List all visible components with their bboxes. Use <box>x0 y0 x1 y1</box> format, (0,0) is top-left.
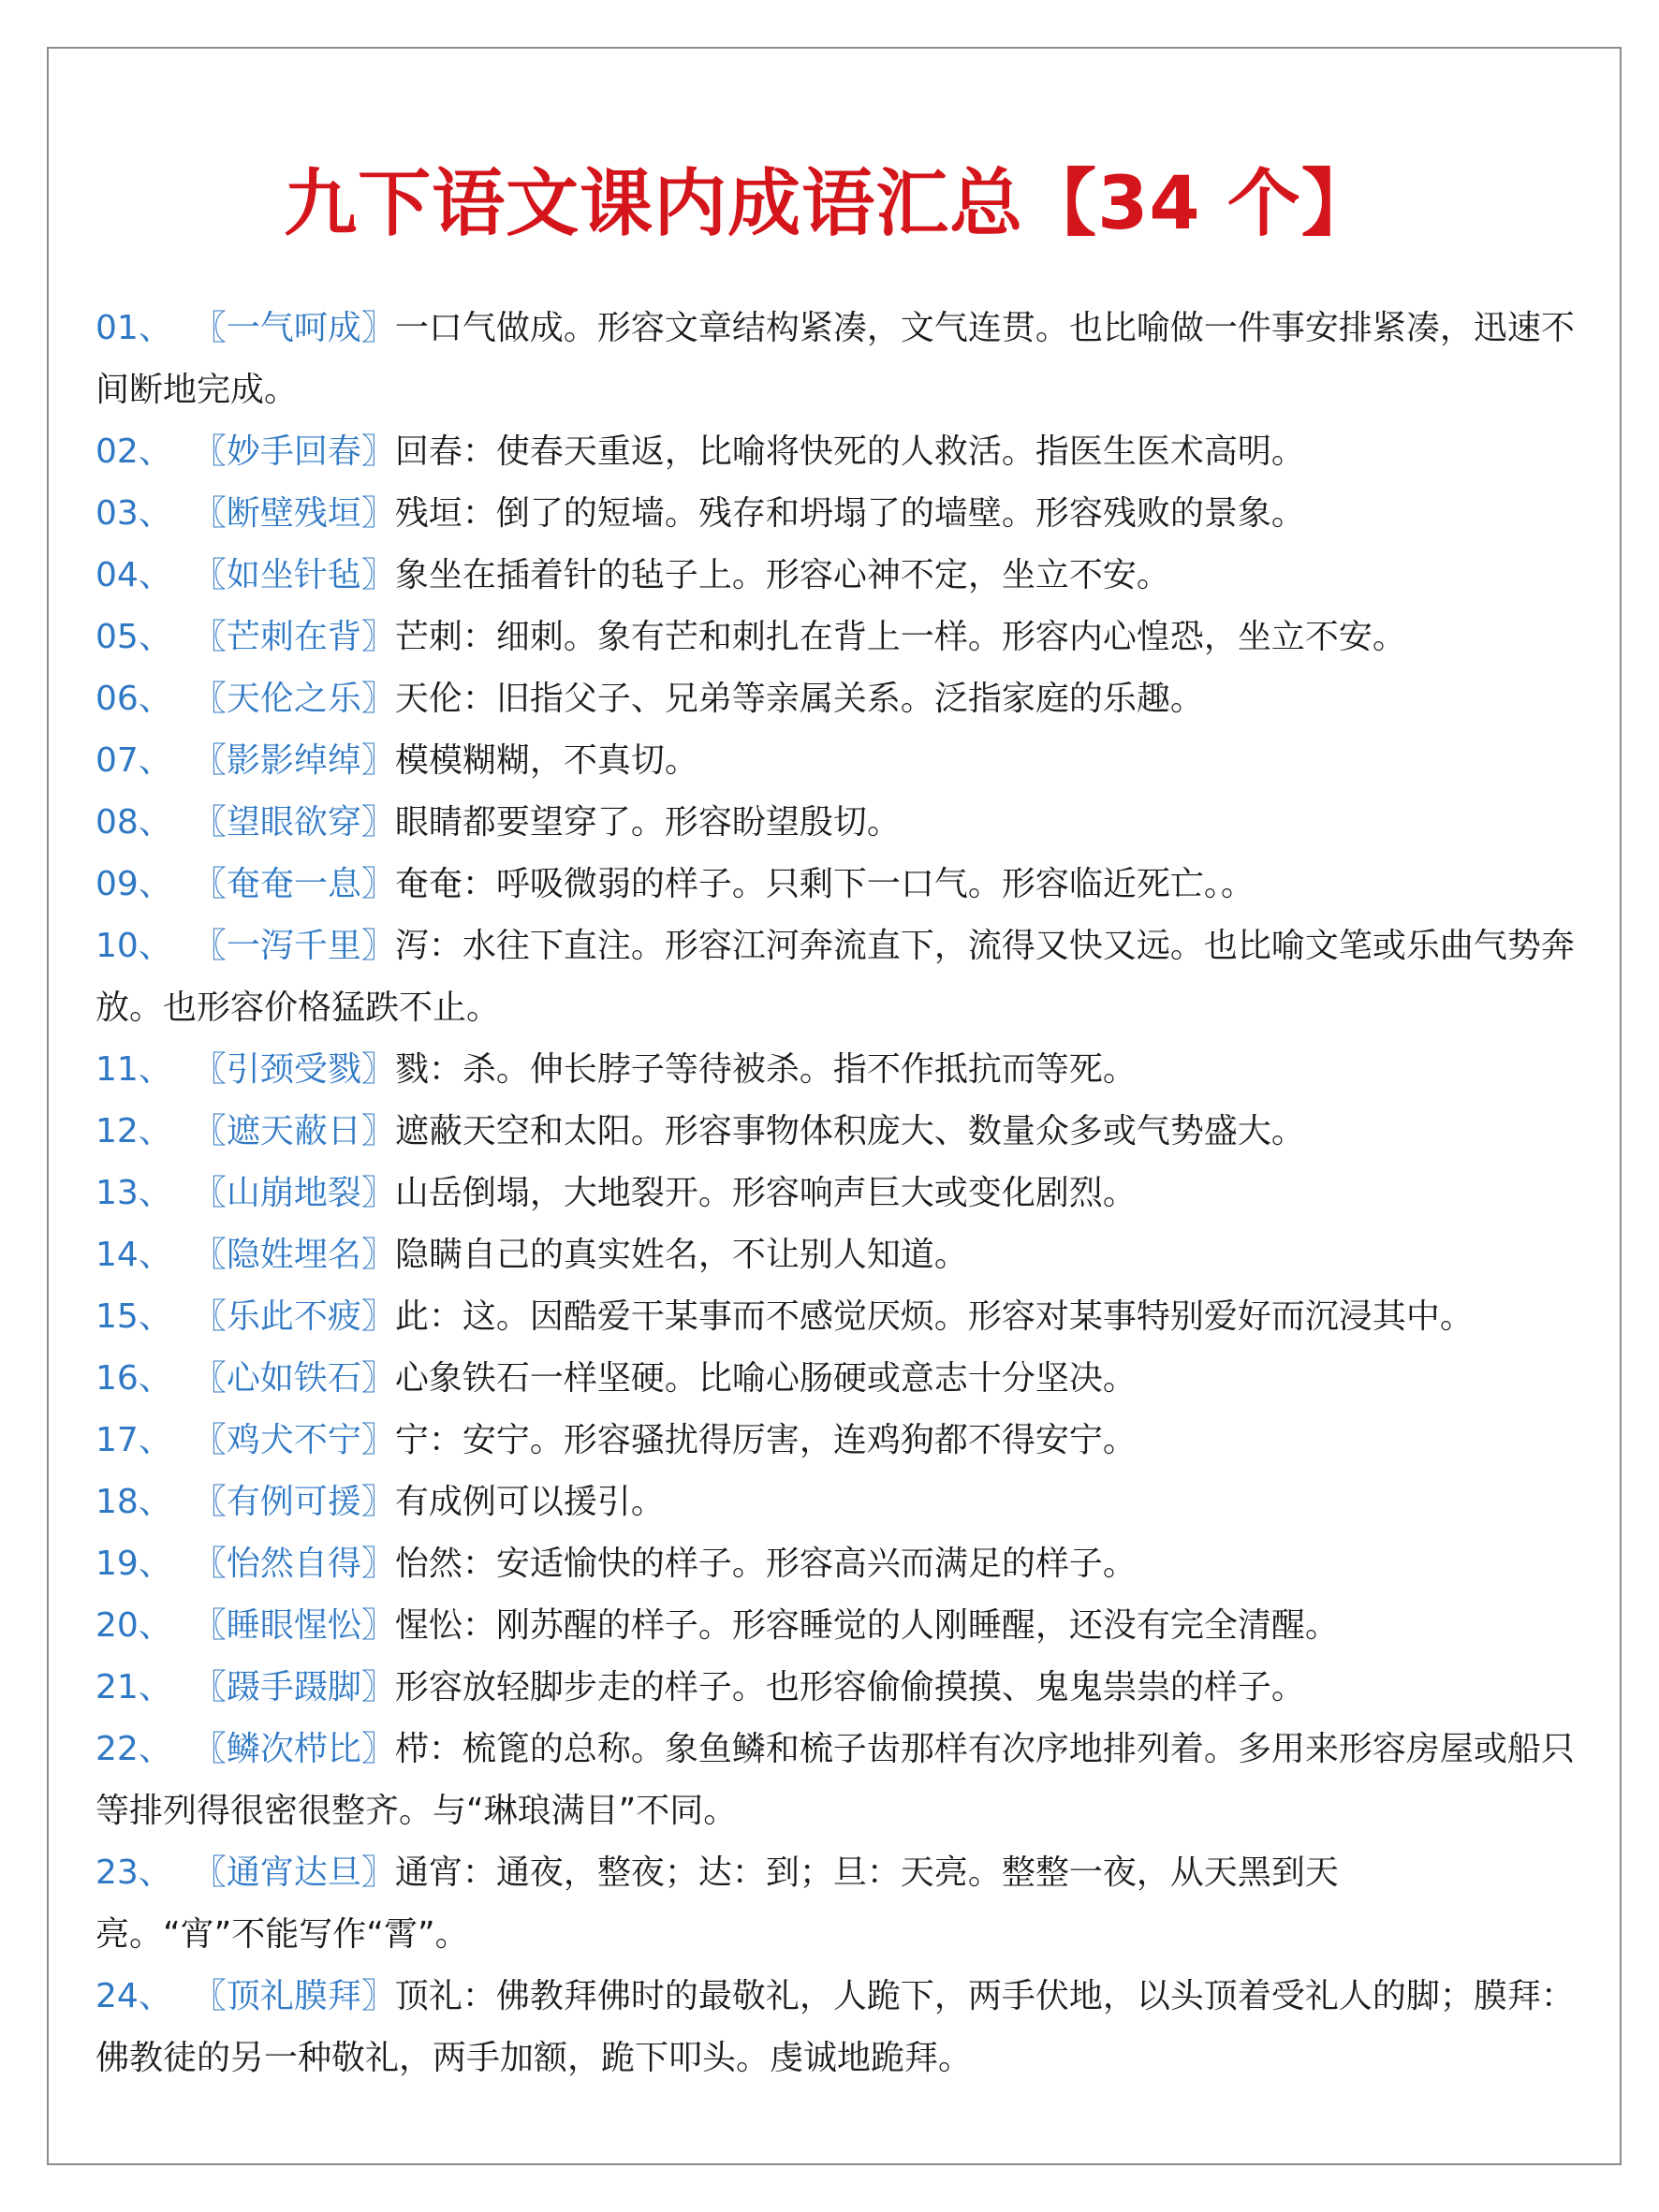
idiom-definition: 天伦：旧指父子、兄弟等亲属关系。泛指家庭的乐趣。 <box>394 680 1204 718</box>
entry-number: 14 <box>95 1236 139 1274</box>
idiom-definition: 有成例可以援引。 <box>394 1483 665 1521</box>
idiom-term: 〖一泻千里〗 <box>192 927 395 965</box>
idiom-entry <box>95 607 1575 668</box>
idiom-definition: 栉：梳篦的总称。象鱼鳞和梳子齿那样有次序地排列着。多用来形容房屋或船只等排列得很密很整齐。与“琳琅满目”不同。 <box>95 1730 1575 1830</box>
idiom-entry <box>95 1286 1575 1348</box>
idiom-term: 〖奄奄一息〗 <box>192 865 395 903</box>
idiom-definition: 心象铁石一样坚硬。比喻心肠硬或意志十分坚决。 <box>394 1359 1137 1398</box>
idiom-definition: 怡然：安适愉快的样子。形容高兴而满足的样子。 <box>394 1545 1137 1583</box>
idiom-definition: 泻：水往下直注。形容江河奔流直下，流得又快又远。也比喻文笔或乐曲气势奔放。也形容价格猛跌不止。 <box>95 927 1575 1027</box>
idiom-entry <box>95 1595 1575 1657</box>
idiom-entry <box>95 916 1575 1039</box>
idiom-term: 〖芒刺在背〗 <box>192 618 395 656</box>
entry-separator: 、 <box>138 680 172 718</box>
entry-separator: 、 <box>138 556 172 594</box>
entry-number: 08 <box>95 803 139 842</box>
idiom-definition: 戮：杀。伸长脖子等待被杀。指不作抵抗而等死。 <box>394 1050 1137 1089</box>
idiom-term: 〖通宵达旦〗 <box>192 1853 395 1892</box>
idiom-entry <box>95 1472 1575 1533</box>
entry-number: 07 <box>95 741 139 780</box>
idiom-entry <box>95 298 1575 421</box>
page-title: 九下语文课内成语汇总【34 个】 <box>284 162 1375 246</box>
idiom-definition: 残垣：倒了的短墙。残存和坍塌了的墙壁。形容残败的景象。 <box>394 494 1305 533</box>
idiom-definition: 遮蔽天空和太阳。形容事物体积庞大、数量众多或气势盛大。 <box>394 1112 1305 1150</box>
idiom-entry <box>95 730 1575 792</box>
idiom-entry <box>95 483 1575 545</box>
entry-separator: 、 <box>138 1545 172 1583</box>
entry-separator: 、 <box>138 1421 172 1459</box>
idiom-term: 〖顶礼膜拜〗 <box>192 1977 395 2015</box>
idiom-definition: 此：这。因酷爱干某事而不感觉厌烦。形容对某事特别爱好而沉浸其中。 <box>394 1297 1474 1336</box>
idiom-definition: 通宵：通夜，整夜；达：到；旦：天亮。整整一夜，从天黑到天亮。“宵”不能写作“霄”。 <box>95 1853 1339 1954</box>
idiom-term: 〖鸡犬不宁〗 <box>192 1421 395 1459</box>
entry-separator: 、 <box>138 1050 172 1089</box>
entry-separator: 、 <box>138 1853 172 1892</box>
entry-separator: 、 <box>138 618 172 656</box>
entry-number: 12 <box>95 1112 139 1150</box>
idiom-entry <box>95 1410 1575 1472</box>
idiom-entry <box>95 1163 1575 1224</box>
idiom-definition: 奄奄：呼吸微弱的样子。只剩下一口气。形容临近死亡。。 <box>394 865 1255 903</box>
entry-number: 23 <box>95 1853 139 1892</box>
idiom-term: 〖山崩地裂〗 <box>192 1174 395 1212</box>
idiom-term: 〖如坐针毡〗 <box>192 556 395 594</box>
idiom-entry <box>95 1966 1575 2089</box>
entry-number: 19 <box>95 1545 139 1583</box>
entry-number: 21 <box>95 1668 139 1707</box>
idiom-entry <box>95 1101 1575 1163</box>
entry-separator: 、 <box>138 1977 172 2015</box>
entry-number: 02 <box>95 432 139 471</box>
idiom-entry <box>95 1348 1575 1410</box>
idiom-term: 〖蹑手蹑脚〗 <box>192 1668 395 1707</box>
idiom-entry <box>95 1842 1406 1966</box>
idiom-term: 〖妙手回春〗 <box>192 432 395 471</box>
entry-number: 11 <box>95 1050 139 1089</box>
idiom-list <box>95 298 1575 2089</box>
entry-number: 05 <box>95 618 139 656</box>
entry-number: 17 <box>95 1421 139 1459</box>
idiom-definition: 模模糊糊，不真切。 <box>394 741 698 780</box>
idiom-term: 〖遮天蔽日〗 <box>192 1112 395 1150</box>
idiom-definition: 形容放轻脚步走的样子。也形容偷偷摸摸、鬼鬼祟祟的样子。 <box>394 1668 1305 1707</box>
entry-separator: 、 <box>138 1730 172 1768</box>
entry-separator: 、 <box>138 494 172 533</box>
idiom-definition: 隐瞒自己的真实姓名，不让别人知道。 <box>394 1236 968 1274</box>
idiom-definition: 宁：安宁。形容骚扰得厉害，连鸡狗都不得安宁。 <box>394 1421 1137 1459</box>
idiom-entry <box>95 1533 1575 1595</box>
idiom-term: 〖天伦之乐〗 <box>192 680 395 718</box>
entry-separator: 、 <box>138 1174 172 1212</box>
entry-separator: 、 <box>138 803 172 842</box>
entry-number: 22 <box>95 1730 139 1768</box>
entry-number: 13 <box>95 1174 139 1212</box>
idiom-term: 〖影影绰绰〗 <box>192 741 395 780</box>
idiom-definition: 眼睛都要望穿了。形容盼望殷切。 <box>394 803 901 842</box>
idiom-entry <box>95 854 1575 916</box>
entry-separator: 、 <box>138 1668 172 1707</box>
entry-number: 10 <box>95 927 139 965</box>
entry-number: 09 <box>95 865 139 903</box>
entry-number: 18 <box>95 1483 139 1521</box>
idiom-term: 〖鳞次栉比〗 <box>192 1730 395 1768</box>
idiom-term: 〖望眼欲穿〗 <box>192 803 395 842</box>
entry-number: 01 <box>95 309 139 347</box>
entry-separator: 、 <box>138 1297 172 1336</box>
idiom-definition: 顶礼：佛教拜佛时的最敬礼，人跪下，两手伏地，以头顶着受礼人的脚；膜拜：佛教徒的另一种敬礼，两手加额，跪下叩头。虔诚地跪拜。 <box>95 1977 1575 2077</box>
entry-separator: 、 <box>138 1112 172 1150</box>
idiom-definition: 山岳倒塌，大地裂开。形容响声巨大或变化剧烈。 <box>394 1174 1137 1212</box>
idiom-term: 〖睡眼惺忪〗 <box>192 1606 395 1645</box>
entry-number: 04 <box>95 556 139 594</box>
idiom-definition: 一口气做成。形容文章结构紧凑，文气连贯。也比喻做一件事安排紧凑，迅速不间断地完成。 <box>95 309 1575 409</box>
idiom-term: 〖怡然自得〗 <box>192 1545 395 1583</box>
idiom-definition: 回春：使春天重返，比喻将快死的人救活。指医生医术高明。 <box>394 432 1305 471</box>
idiom-entry <box>95 1224 1575 1286</box>
entry-separator: 、 <box>138 432 172 471</box>
entry-number: 20 <box>95 1606 139 1645</box>
idiom-entry <box>95 668 1575 730</box>
entry-number: 16 <box>95 1359 139 1398</box>
idiom-definition: 惺忪：刚苏醒的样子。形容睡觉的人刚睡醒，还没有完全清醒。 <box>394 1606 1339 1645</box>
idiom-definition: 象坐在插着针的毡子上。形容心神不定，坐立不安。 <box>394 556 1170 594</box>
entry-separator: 、 <box>138 1236 172 1274</box>
idiom-entry <box>95 545 1575 607</box>
idiom-entry <box>95 421 1575 483</box>
idiom-term: 〖断壁残垣〗 <box>192 494 395 533</box>
entry-number: 24 <box>95 1977 139 2015</box>
entry-separator: 、 <box>138 1606 172 1645</box>
entry-number: 03 <box>95 494 139 533</box>
entry-separator: 、 <box>138 1359 172 1398</box>
idiom-term: 〖有例可援〗 <box>192 1483 395 1521</box>
idiom-term: 〖一气呵成〗 <box>192 309 395 347</box>
idiom-entry <box>95 1039 1575 1101</box>
idiom-term: 〖心如铁石〗 <box>192 1359 395 1398</box>
idiom-entry <box>95 792 1575 854</box>
entry-separator: 、 <box>138 865 172 903</box>
idiom-entry <box>95 1719 1575 1842</box>
entry-separator: 、 <box>138 927 172 965</box>
idiom-definition: 芒刺：细刺。象有芒和刺扎在背上一样。形容内心惶恐，坐立不安。 <box>394 618 1406 656</box>
idiom-entry <box>95 1657 1575 1719</box>
entry-number: 15 <box>95 1297 139 1336</box>
idiom-term: 〖乐此不疲〗 <box>192 1297 395 1336</box>
entry-separator: 、 <box>138 741 172 780</box>
idiom-term: 〖引颈受戮〗 <box>192 1050 395 1089</box>
entry-separator: 、 <box>138 1483 172 1521</box>
entry-number: 06 <box>95 680 139 718</box>
idiom-term: 〖隐姓埋名〗 <box>192 1236 395 1274</box>
entry-separator: 、 <box>138 309 172 347</box>
